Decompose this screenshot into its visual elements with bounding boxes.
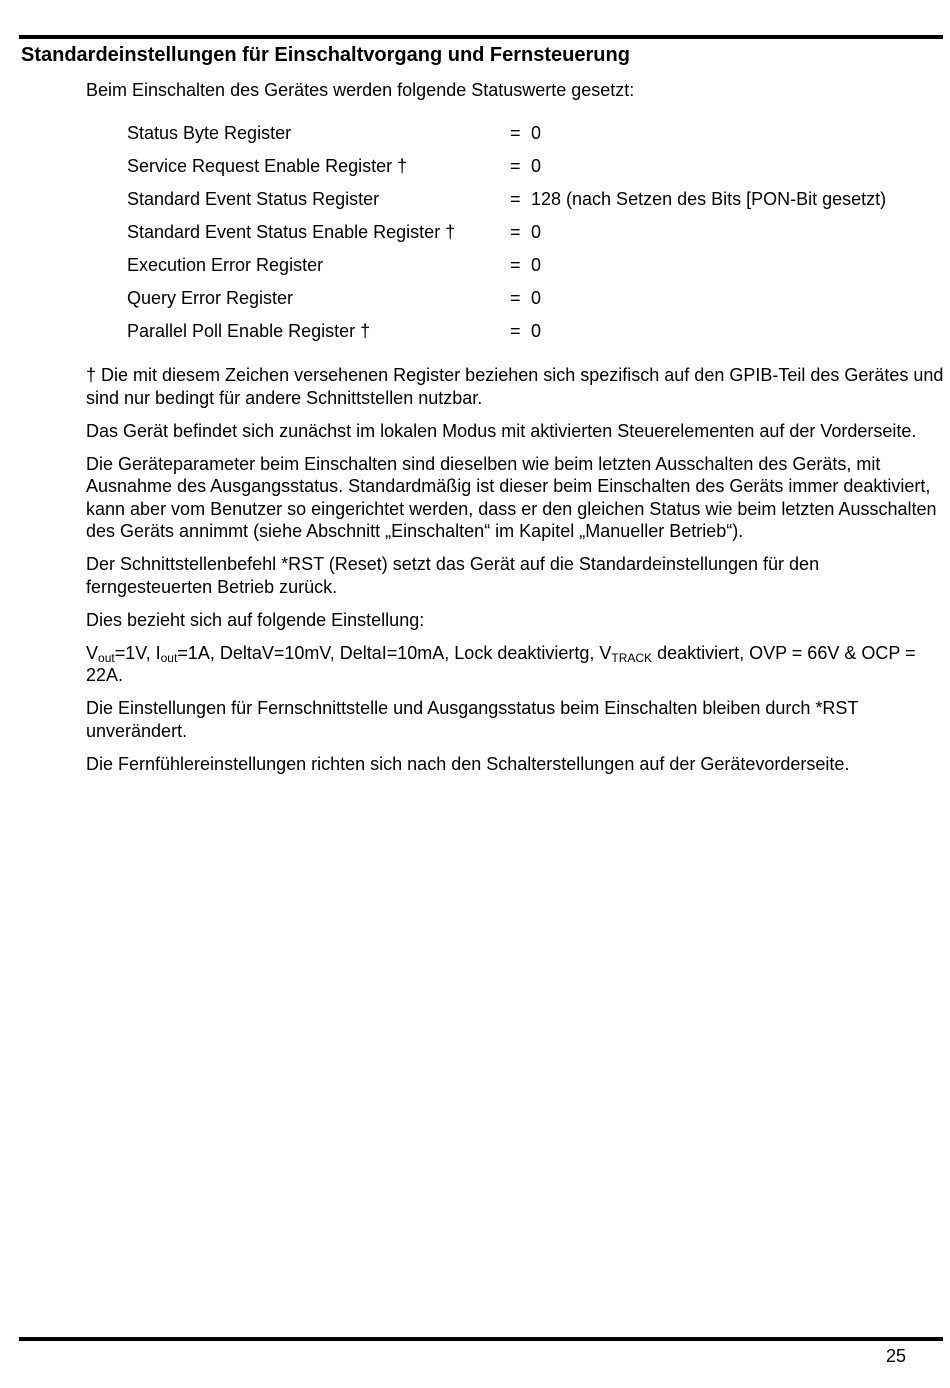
rst-unchanged-paragraph: Die Einstellungen für Fernschnittstelle und Ausgangsstatus beim Einschalten bleiben durch *RST unverändert. <box>86 698 859 741</box>
register-row <box>127 186 927 219</box>
section-title: Standardeinstellungen für Einschaltvorgang und Fernsteuerung <box>21 44 630 66</box>
register-name: Service Request Enable Register † <box>127 156 408 176</box>
register-row <box>127 252 927 285</box>
settings-paragraph <box>86 642 946 687</box>
vout-symbol: V <box>86 642 99 663</box>
register-row <box>127 219 927 252</box>
register-value: 128 (nach Setzen des Bits [PON-Bit gesetzt) <box>531 189 887 209</box>
register-name: Standard Event Status Register <box>127 189 380 209</box>
remote-sense-paragraph: Die Fernfühlereinstellungen richten sich nach den Schalterstellungen auf der Gerätevorderseite. <box>86 753 850 774</box>
intro-text: Beim Einschalten des Gerätes werden folgende Statuswerte gesetzt: <box>86 80 635 100</box>
equals-sign: = <box>510 189 521 209</box>
register-value: 0 <box>531 156 542 176</box>
equals-sign: = <box>510 123 521 143</box>
bottom-rule <box>19 1337 943 1341</box>
register-name: Parallel Poll Enable Register † <box>127 321 371 341</box>
register-value: 0 <box>531 321 542 341</box>
equals-sign: = <box>510 156 521 176</box>
register-value: 0 <box>531 123 542 143</box>
iout-symbol: I <box>155 642 161 663</box>
iout-value: =1A, DeltaV=10mV, DeltaI=10mA, Lock deaktiviertg, <box>177 642 600 663</box>
equals-sign: = <box>510 321 521 341</box>
footnote-paragraph: † Die mit diesem Zeichen versehenen Register beziehen sich spezifisch auf den GPIB-Teil des Gerätes und sind nur bedingt für andere Schnittstellen nutzbar. <box>86 365 944 408</box>
register-row <box>127 153 927 186</box>
register-row <box>127 120 927 153</box>
vout-subscript: out <box>98 650 115 665</box>
register-value: 0 <box>531 222 542 242</box>
top-rule <box>19 35 943 39</box>
applies-paragraph: Dies bezieht sich auf folgende Einstellung: <box>86 609 425 630</box>
page-number: 25 <box>885 1346 906 1366</box>
local-mode-paragraph: Das Gerät befindet sich zunächst im lokalen Modus mit aktivierten Steuerelementen auf der Vorderseite. <box>86 420 917 441</box>
register-value: 0 <box>531 288 542 308</box>
vtrack-symbol: V <box>599 642 612 663</box>
equals-sign: = <box>510 222 521 242</box>
register-name: Status Byte Register <box>127 123 292 143</box>
register-value: 0 <box>531 255 542 275</box>
body-text <box>86 364 946 786</box>
equals-sign: = <box>510 288 521 308</box>
vtrack-value: deaktiviert, OVP = 66V & OCP = 22A. <box>86 642 916 685</box>
register-row <box>127 318 927 351</box>
register-list <box>127 120 927 351</box>
register-name: Execution Error Register <box>127 255 324 275</box>
iout-subscript: out <box>160 650 178 665</box>
vtrack-subscript: TRACK <box>611 650 653 665</box>
rst-paragraph: Der Schnittstellenbefehl *RST (Reset) setzt das Gerät auf die Standardeinstellungen für den ferngesteuerten Betrieb zurück. <box>86 554 820 597</box>
register-name: Query Error Register <box>127 288 294 308</box>
vout-value: =1V, <box>114 642 156 663</box>
power-on-paragraph: Die Geräteparameter beim Einschalten sind dieselben wie beim letzten Ausschalten des Geräts, mit Ausnahme des Ausgangsstatus. Standardmäßig ist dieser beim Einschalten des Geräts immer deaktiviert, kann aber vom Benutzer so eingerichtet werden, dass er den gleichen Status wie beim letzten Ausschalten des Geräts annimmt (siehe Abschnitt „Einschalten“ im Kapitel „Manueller Betrieb“). <box>86 453 937 541</box>
equals-sign: = <box>510 255 521 275</box>
register-row <box>127 285 927 318</box>
register-name: Standard Event Status Enable Register † <box>127 222 456 242</box>
